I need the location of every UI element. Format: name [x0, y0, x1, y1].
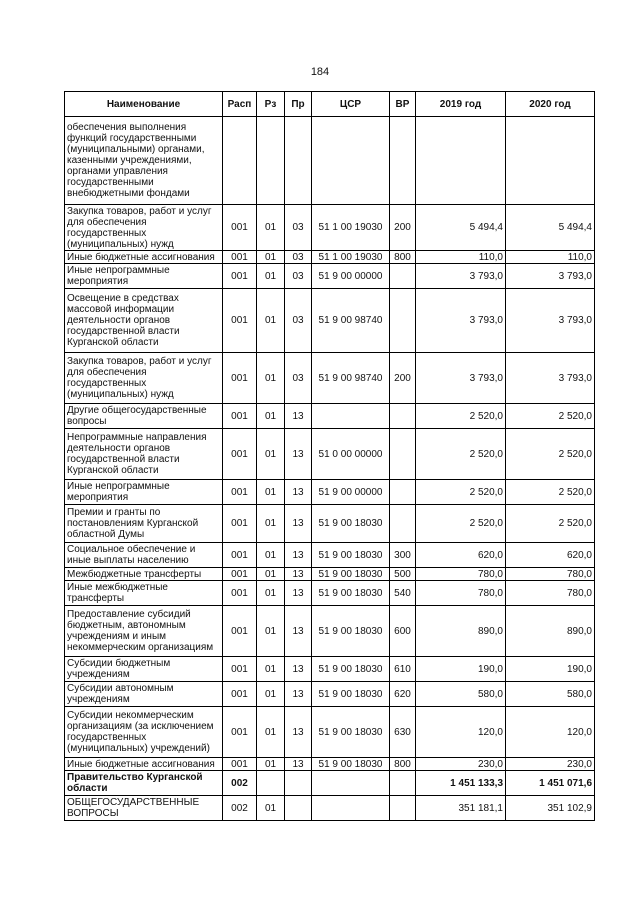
- cell-rasp: 001: [223, 404, 257, 429]
- cell-2019: 2 520,0: [416, 404, 506, 429]
- header-rz: Рз: [257, 92, 285, 117]
- cell-pr: 13: [285, 682, 312, 707]
- cell-rasp: 001: [223, 758, 257, 771]
- table-row: [65, 404, 595, 429]
- budget-table: [64, 91, 595, 821]
- table-row: [65, 657, 595, 682]
- cell-rasp: 001: [223, 251, 257, 264]
- cell-2020: 2 520,0: [506, 404, 595, 429]
- table-row: [65, 758, 595, 771]
- cell-2019: 780,0: [416, 581, 506, 606]
- cell-rz: 01: [257, 505, 285, 543]
- cell-name: Социальное обеспечение и иные выплаты населению: [65, 543, 223, 568]
- table-row: [65, 353, 595, 404]
- table-row: [65, 264, 595, 289]
- table-row: [65, 682, 595, 707]
- cell-vr: [390, 404, 416, 429]
- cell-csr: 51 0 00 00000: [312, 429, 390, 480]
- cell-rz: 01: [257, 480, 285, 505]
- cell-vr: 200: [390, 205, 416, 251]
- cell-csr: 51 9 00 18030: [312, 606, 390, 657]
- cell-rasp: 001: [223, 429, 257, 480]
- header-vr: ВР: [390, 92, 416, 117]
- cell-csr: 51 9 00 18030: [312, 707, 390, 758]
- cell-pr: 13: [285, 657, 312, 682]
- cell-name: Иные бюджетные ассигнования: [65, 758, 223, 771]
- cell-name: Иные бюджетные ассигнования: [65, 251, 223, 264]
- table-row: [65, 429, 595, 480]
- cell-rasp: 001: [223, 606, 257, 657]
- cell-vr: 300: [390, 543, 416, 568]
- cell-pr: 13: [285, 505, 312, 543]
- cell-vr: 620: [390, 682, 416, 707]
- cell-csr: 51 9 00 18030: [312, 505, 390, 543]
- header-2019: 2019 год: [416, 92, 506, 117]
- cell-pr: 03: [285, 353, 312, 404]
- cell-2019: 1 451 133,3: [416, 771, 506, 796]
- cell-2020: 2 520,0: [506, 480, 595, 505]
- cell-rasp: 001: [223, 264, 257, 289]
- cell-pr: 13: [285, 480, 312, 505]
- cell-vr: 500: [390, 568, 416, 581]
- cell-2020: 5 494,4: [506, 205, 595, 251]
- cell-pr: 03: [285, 264, 312, 289]
- cell-2019: 3 793,0: [416, 289, 506, 353]
- cell-2019: 190,0: [416, 657, 506, 682]
- cell-2020: 890,0: [506, 606, 595, 657]
- cell-vr: 610: [390, 657, 416, 682]
- cell-name: Иные непрограммные мероприятия: [65, 264, 223, 289]
- cell-2020: 780,0: [506, 581, 595, 606]
- cell-rz: 01: [257, 606, 285, 657]
- cell-rasp: 001: [223, 289, 257, 353]
- cell-rz: 01: [257, 543, 285, 568]
- cell-name: ОБЩЕГОСУДАРСТВЕННЫЕ ВОПРОСЫ: [65, 796, 223, 821]
- cell-2020: 2 520,0: [506, 505, 595, 543]
- cell-pr: 13: [285, 707, 312, 758]
- cell-pr: 03: [285, 205, 312, 251]
- cell-rasp: 001: [223, 543, 257, 568]
- cell-2020: 1 451 071,6: [506, 771, 595, 796]
- header-row: [65, 92, 595, 117]
- cell-pr: 13: [285, 568, 312, 581]
- cell-2019: 2 520,0: [416, 480, 506, 505]
- table-row: [65, 581, 595, 606]
- cell-2019: [416, 117, 506, 205]
- cell-name: Освещение в средствах массовой информации деятельности органов государственной власти Курганской области: [65, 289, 223, 353]
- cell-csr: 51 9 00 98740: [312, 353, 390, 404]
- cell-name: Субсидии некоммерческим организациям (за исключением государственных (муниципальных) учреждений): [65, 707, 223, 758]
- cell-vr: 800: [390, 758, 416, 771]
- cell-2019: 5 494,4: [416, 205, 506, 251]
- cell-rasp: 001: [223, 682, 257, 707]
- cell-rz: 01: [257, 205, 285, 251]
- cell-rasp: 001: [223, 353, 257, 404]
- cell-pr: 13: [285, 758, 312, 771]
- table-row: [65, 289, 595, 353]
- cell-2020: [506, 117, 595, 205]
- cell-name: обеспечения выполнения функций государственными (муниципальными) органами, казенными учреждениями, органами управления государственными внебюджетными фондами: [65, 117, 223, 205]
- cell-2020: 620,0: [506, 543, 595, 568]
- cell-csr: [312, 796, 390, 821]
- cell-name: Межбюджетные трансферты: [65, 568, 223, 581]
- cell-rz: 01: [257, 682, 285, 707]
- cell-vr: [390, 429, 416, 480]
- cell-rasp: 001: [223, 657, 257, 682]
- cell-2020: 780,0: [506, 568, 595, 581]
- cell-pr: 13: [285, 581, 312, 606]
- cell-name: Закупка товаров, работ и услуг для обеспечения государственных (муниципальных) нужд: [65, 353, 223, 404]
- cell-pr: [285, 117, 312, 205]
- cell-vr: 800: [390, 251, 416, 264]
- cell-vr: [390, 505, 416, 543]
- cell-rz: 01: [257, 657, 285, 682]
- cell-csr: [312, 771, 390, 796]
- cell-name: Иные непрограммные мероприятия: [65, 480, 223, 505]
- cell-2019: 780,0: [416, 568, 506, 581]
- cell-rz: 01: [257, 289, 285, 353]
- cell-csr: 51 9 00 18030: [312, 657, 390, 682]
- cell-2019: 620,0: [416, 543, 506, 568]
- cell-rasp: 001: [223, 707, 257, 758]
- cell-rasp: 001: [223, 581, 257, 606]
- cell-2020: 3 793,0: [506, 289, 595, 353]
- table-row: [65, 568, 595, 581]
- cell-rasp: 001: [223, 480, 257, 505]
- cell-2020: 3 793,0: [506, 353, 595, 404]
- table-row: [65, 707, 595, 758]
- cell-rz: 01: [257, 264, 285, 289]
- cell-2019: 120,0: [416, 707, 506, 758]
- cell-rasp: 002: [223, 796, 257, 821]
- cell-name: Другие общегосударственные вопросы: [65, 404, 223, 429]
- cell-2020: 3 793,0: [506, 264, 595, 289]
- cell-2019: 890,0: [416, 606, 506, 657]
- cell-2019: 2 520,0: [416, 429, 506, 480]
- cell-name: Непрограммные направления деятельности органов государственной власти Курганской области: [65, 429, 223, 480]
- cell-2020: 120,0: [506, 707, 595, 758]
- cell-2020: 110,0: [506, 251, 595, 264]
- table-row: [65, 771, 595, 796]
- cell-name: Субсидии бюджетным учреждениям: [65, 657, 223, 682]
- cell-csr: 51 9 00 18030: [312, 682, 390, 707]
- cell-rasp: [223, 117, 257, 205]
- cell-pr: 13: [285, 404, 312, 429]
- header-name: Наименование: [65, 92, 223, 117]
- cell-rz: [257, 771, 285, 796]
- cell-rz: 01: [257, 568, 285, 581]
- cell-2019: 351 181,1: [416, 796, 506, 821]
- cell-rz: 01: [257, 581, 285, 606]
- cell-2020: 230,0: [506, 758, 595, 771]
- cell-rz: 01: [257, 707, 285, 758]
- table-row: [65, 480, 595, 505]
- cell-name: Иные межбюджетные трансферты: [65, 581, 223, 606]
- table-body: [65, 117, 595, 821]
- cell-2019: 2 520,0: [416, 505, 506, 543]
- cell-2019: 110,0: [416, 251, 506, 264]
- table-row: [65, 796, 595, 821]
- cell-name: Закупка товаров, работ и услуг для обеспечения государственных (муниципальных) нужд: [65, 205, 223, 251]
- cell-pr: [285, 771, 312, 796]
- cell-csr: 51 1 00 19030: [312, 205, 390, 251]
- header-pr: Пр: [285, 92, 312, 117]
- cell-vr: 630: [390, 707, 416, 758]
- cell-pr: 03: [285, 251, 312, 264]
- cell-2019: 3 793,0: [416, 264, 506, 289]
- cell-rz: 01: [257, 404, 285, 429]
- cell-vr: [390, 117, 416, 205]
- cell-rz: [257, 117, 285, 205]
- cell-vr: [390, 480, 416, 505]
- table-row: [65, 505, 595, 543]
- cell-rasp: 001: [223, 205, 257, 251]
- cell-csr: 51 9 00 18030: [312, 568, 390, 581]
- cell-rasp: 001: [223, 505, 257, 543]
- cell-csr: 51 1 00 19030: [312, 251, 390, 264]
- cell-name: Правительство Курганской области: [65, 771, 223, 796]
- table-row: [65, 205, 595, 251]
- cell-pr: 13: [285, 543, 312, 568]
- cell-pr: 13: [285, 429, 312, 480]
- table-row: [65, 117, 595, 205]
- cell-name: Предоставление субсидий бюджетным, автономным учреждениям и иным некоммерческим организациям: [65, 606, 223, 657]
- cell-pr: 13: [285, 606, 312, 657]
- cell-vr: [390, 771, 416, 796]
- cell-rz: 01: [257, 353, 285, 404]
- cell-rasp: 002: [223, 771, 257, 796]
- cell-vr: [390, 289, 416, 353]
- cell-csr: 51 9 00 00000: [312, 264, 390, 289]
- cell-2020: 351 102,9: [506, 796, 595, 821]
- cell-2019: 230,0: [416, 758, 506, 771]
- cell-csr: 51 9 00 18030: [312, 758, 390, 771]
- cell-2020: 580,0: [506, 682, 595, 707]
- table-row: [65, 606, 595, 657]
- cell-rz: 01: [257, 251, 285, 264]
- cell-rz: 01: [257, 758, 285, 771]
- cell-2019: 3 793,0: [416, 353, 506, 404]
- header-csr: ЦСР: [312, 92, 390, 117]
- cell-name: Субсидии автономным учреждениям: [65, 682, 223, 707]
- cell-csr: [312, 117, 390, 205]
- cell-rz: 01: [257, 429, 285, 480]
- cell-vr: [390, 264, 416, 289]
- cell-csr: 51 9 00 18030: [312, 581, 390, 606]
- cell-pr: 03: [285, 289, 312, 353]
- table-row: [65, 251, 595, 264]
- cell-pr: [285, 796, 312, 821]
- cell-rz: 01: [257, 796, 285, 821]
- cell-vr: 600: [390, 606, 416, 657]
- cell-csr: 51 9 00 18030: [312, 543, 390, 568]
- cell-2019: 580,0: [416, 682, 506, 707]
- cell-csr: 51 9 00 98740: [312, 289, 390, 353]
- cell-name: Премии и гранты по постановлениям Курганской областной Думы: [65, 505, 223, 543]
- cell-csr: [312, 404, 390, 429]
- header-rasp: Расп: [223, 92, 257, 117]
- table-row: [65, 543, 595, 568]
- cell-vr: 540: [390, 581, 416, 606]
- header-2020: 2020 год: [506, 92, 595, 117]
- cell-vr: [390, 796, 416, 821]
- cell-rasp: 001: [223, 568, 257, 581]
- cell-2020: 2 520,0: [506, 429, 595, 480]
- cell-2020: 190,0: [506, 657, 595, 682]
- cell-csr: 51 9 00 00000: [312, 480, 390, 505]
- page-number: 184: [310, 66, 330, 78]
- cell-vr: 200: [390, 353, 416, 404]
